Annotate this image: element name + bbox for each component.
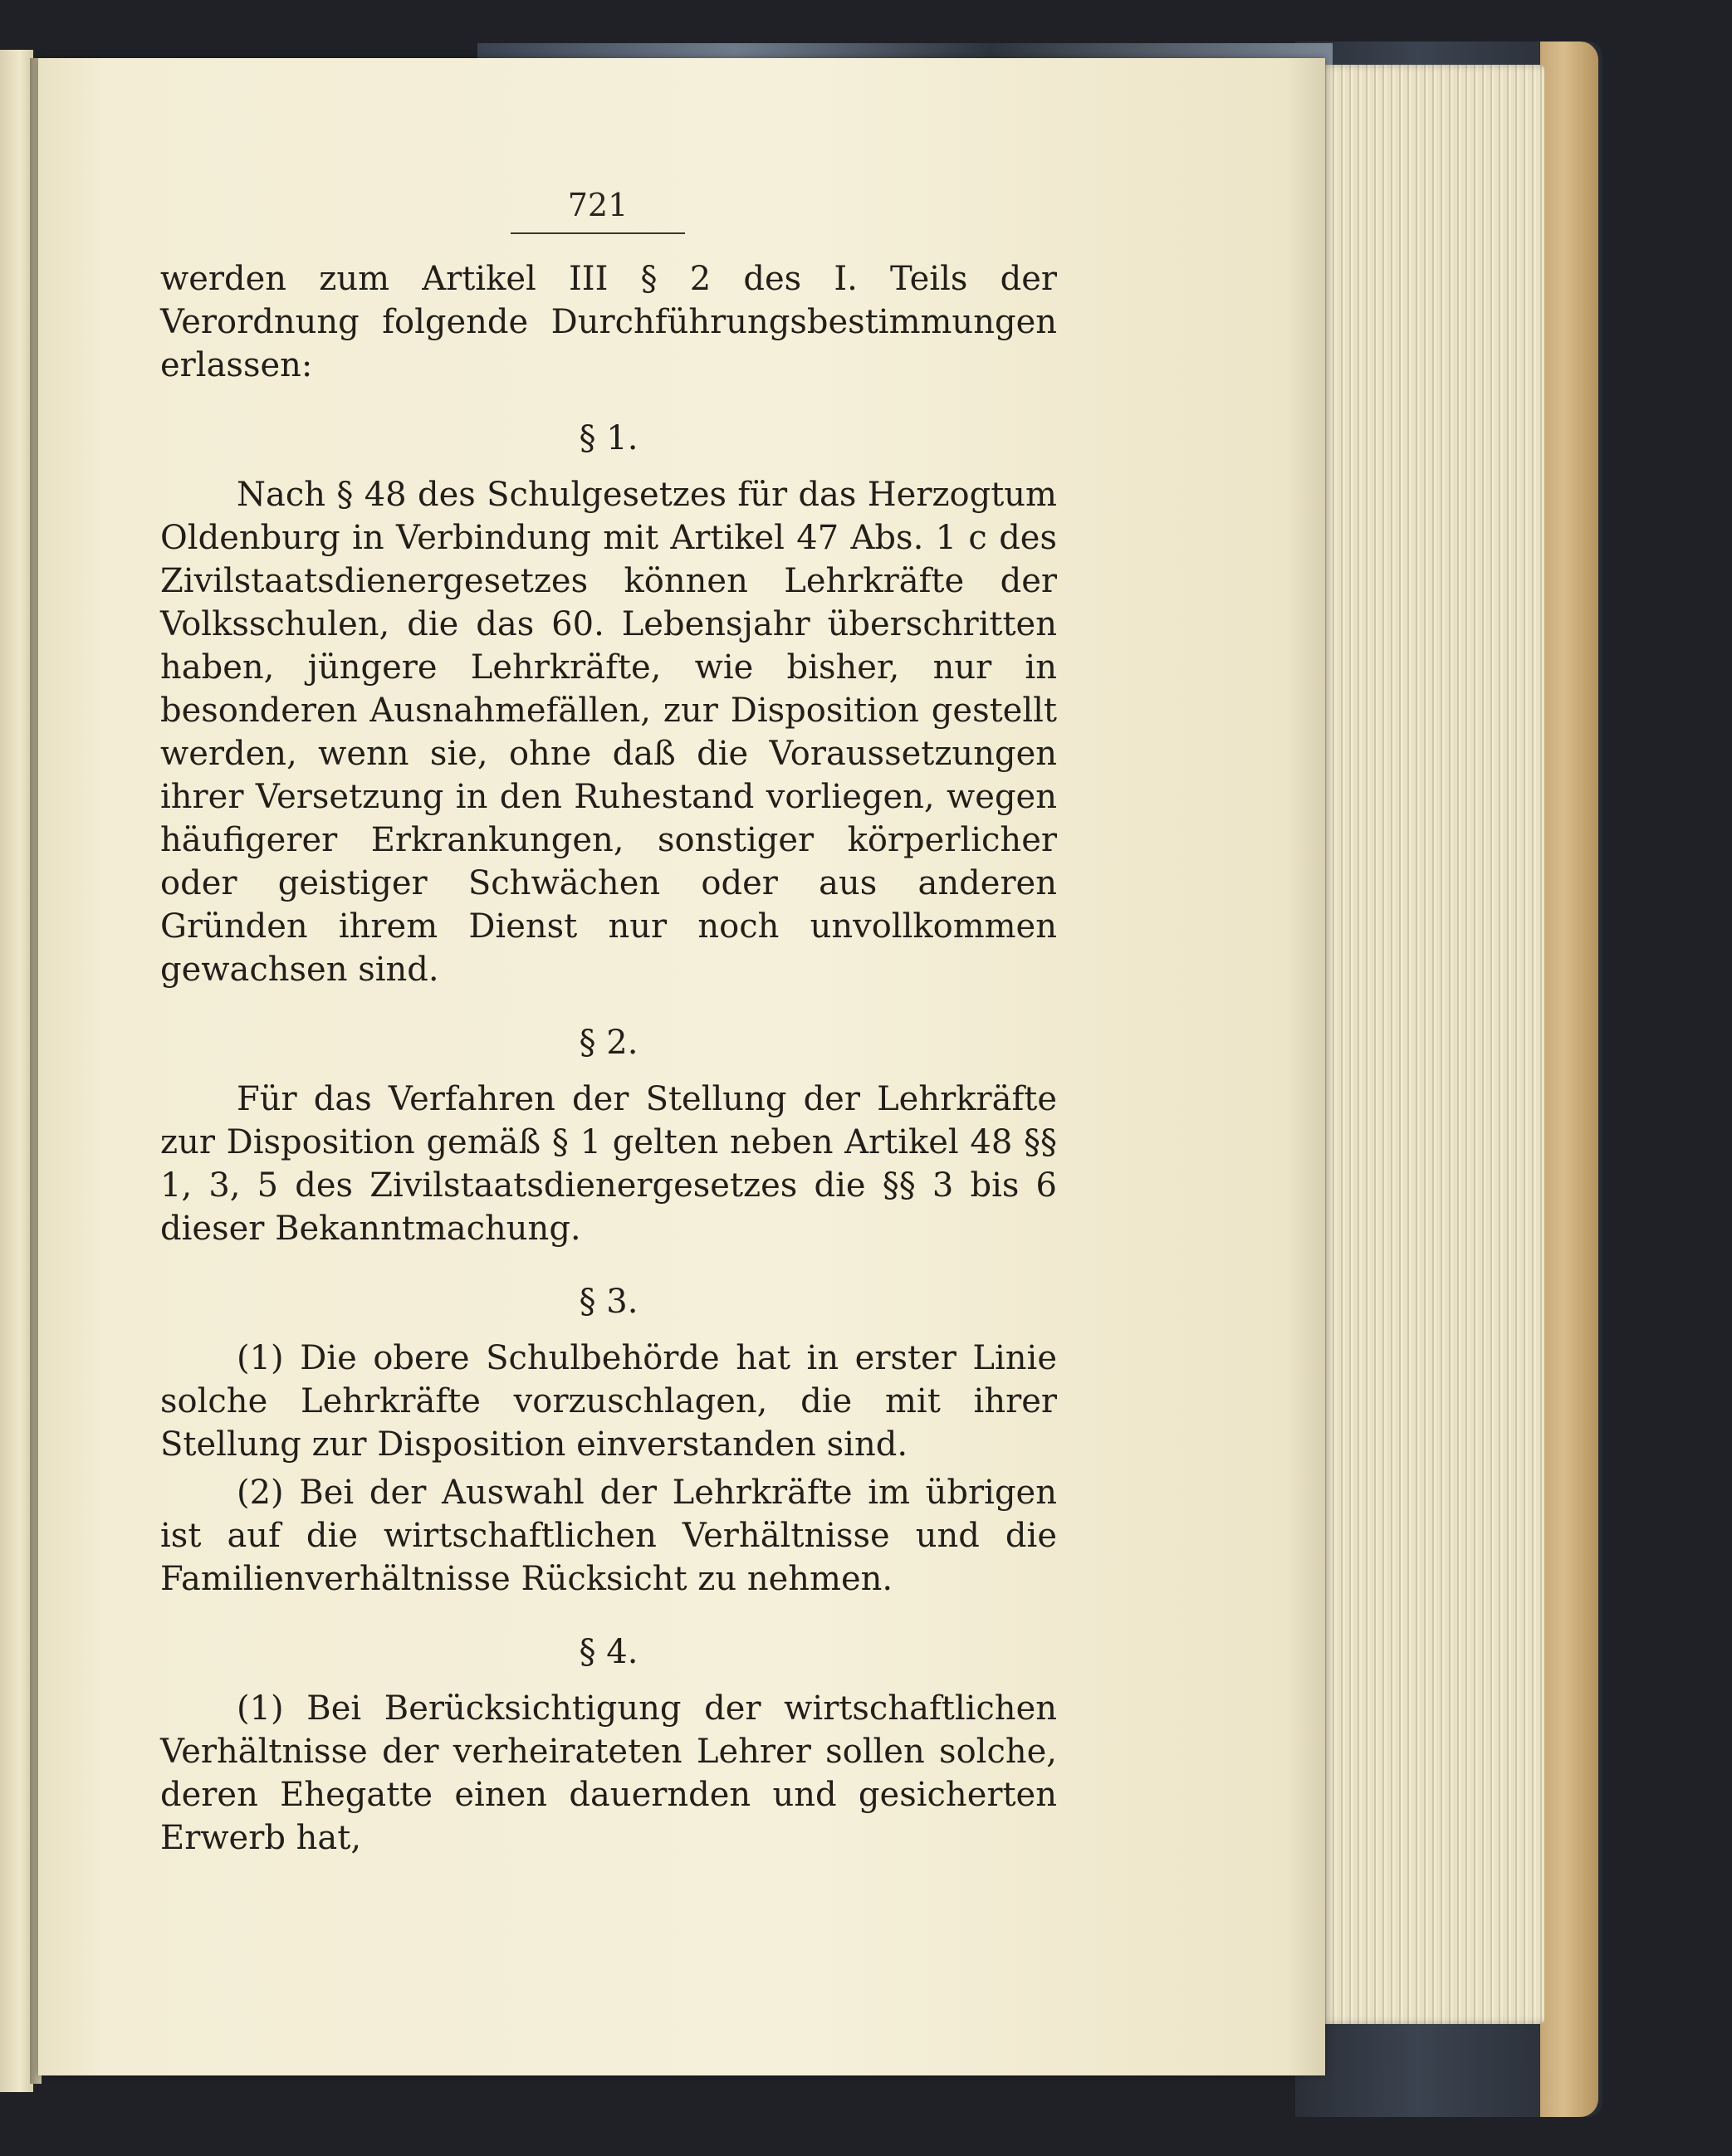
section-spacing: [160, 1323, 1057, 1337]
body-paragraph: werden zum Artikel III § 2 des I. Teils der Verordnung folgende Durchführungsbestimmungen erlassen:: [160, 260, 1057, 384]
previous-page-edge: [0, 50, 33, 2092]
section-heading: § 1.: [579, 419, 638, 457]
section-heading: § 4.: [579, 1633, 638, 1671]
body-paragraph: Nach § 48 des Schulgesetzes für das Herzogtum Oldenburg in Verbindung mit Artikel 47 Abs. 1 c des Zivilstaatsdienergesetzes können Lehrkräfte der Volksschulen, die das 60. Lebensjahr überschritten haben, jüngere Lehrkräfte, wie bisher, nur in besonderen Ausnahmefällen, zur Disposition gestellt werden, wenn sie, ohne daß die Voraussetzungen ihrer Versetzung in den Ruhestand vorliegen, wegen häufigerer Erkrankungen, sonstiger körperlicher oder geistiger Schwächen oder aus anderen Gründen ihrem Dienst nur noch unvollkommen gewachsen sind.: [160, 476, 1057, 989]
body-paragraph: (1) Bei Berücksichtigung der wirtschaftlichen Verhältnisse der verheirateten Lehrer sollen solche, deren Ehegatte einen dauernden und gesicherten Erwerb hat,: [160, 1689, 1057, 1857]
section-spacing: [160, 1250, 1057, 1280]
body-paragraph: (1) Die obere Schulbehörde hat in erster Linie solche Lehrkräfte vorzuschlagen, die mit ihrer Stellung zur Disposition einverstanden sind.: [160, 1339, 1057, 1464]
section-spacing: [160, 1064, 1057, 1078]
body-paragraph: (2) Bei der Auswahl der Lehrkräfte im übrigen ist auf die wirtschaftlichen Verhältnisse und die Familienverhältnisse Rücksicht zu nehmen.: [160, 1474, 1057, 1598]
section-spacing: [160, 1674, 1057, 1687]
body-paragraph: Für das Verfahren der Stellung der Lehrkräfte zur Disposition gemäß § 1 gelten neben Artikel 48 §§ 1, 3, 5 des Zivilstaatsdienergesetzes die §§ 3 bis 6 dieser Bekanntmachung.: [160, 1080, 1057, 1248]
section-spacing: [160, 1601, 1057, 1630]
section-spacing: [160, 460, 1057, 473]
book-cover-edge: [1540, 42, 1598, 2117]
page-edges-stack: [1320, 65, 1544, 2024]
section-spacing: [160, 387, 1057, 417]
section-heading: § 2.: [579, 1024, 638, 1062]
page-body-text: [160, 257, 1057, 1860]
header-rule: [511, 232, 685, 234]
section-heading: § 3.: [579, 1283, 638, 1321]
section-spacing: [160, 991, 1057, 1021]
page-number: 721: [567, 187, 629, 223]
